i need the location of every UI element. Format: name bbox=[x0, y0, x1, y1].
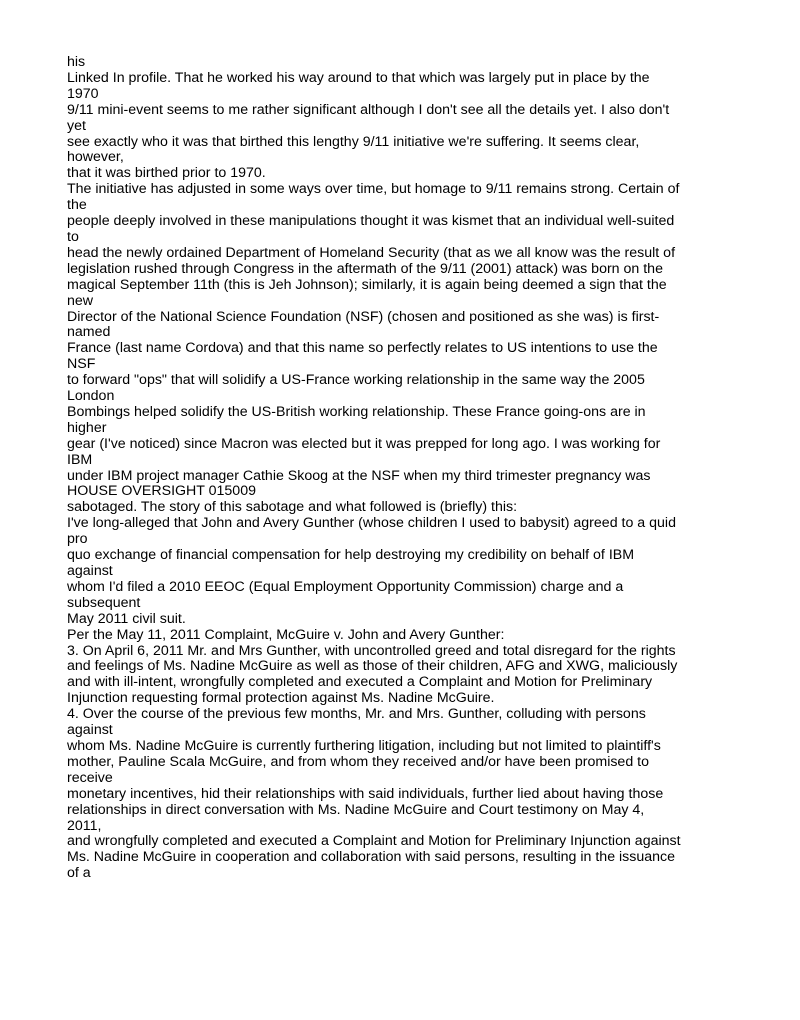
document-text-line: France (last name Cordova) and that this name so perfectly relates to US intentions to use the bbox=[67, 340, 658, 357]
document-text-line: subsequent bbox=[67, 594, 141, 611]
document-text-line: new bbox=[67, 292, 94, 309]
document-text-line: HOUSE OVERSIGHT 015009 bbox=[67, 483, 256, 500]
document-text-line: NSF bbox=[67, 356, 96, 373]
document-text-line: under IBM project manager Cathie Skoog at the NSF when my third trimester pregnancy was bbox=[67, 467, 651, 484]
document-text-line: IBM bbox=[67, 451, 93, 468]
document-text-line: The initiative has adjusted in some ways over time, but homage to 9/11 remains strong. Certain of bbox=[67, 181, 680, 198]
document-text-line: see exactly who it was that birthed this lengthy 9/11 initiative we're suffering. It seems clear, bbox=[67, 133, 640, 150]
document-text-line: and wrongfully completed and executed a Complaint and Motion for Preliminary Injunction against bbox=[67, 833, 681, 850]
document-text-line: against bbox=[67, 563, 113, 579]
document-text-line: and with ill-intent, wrongfully completed and executed a Complaint and Motion for Preliminary bbox=[67, 674, 653, 691]
document-text-line: 4. Over the course of the previous few months, Mr. and Mrs. Gunther, colluding with persons bbox=[67, 706, 646, 723]
document-text-line: I've long-alleged that John and Avery Gunther (whose children I used to babysit) agreed to a quid bbox=[67, 515, 676, 532]
document-text-line: against bbox=[67, 722, 113, 739]
document-text-line: gear (I've noticed) since Macron was elected but it was prepped for long ago. I was working for bbox=[67, 435, 661, 452]
document-text-line: whom I'd filed a 2010 EEOC (Equal Employment Opportunity Commission) charge and a bbox=[67, 578, 624, 595]
document-text-line: Per the May 11, 2011 Complaint, McGuire v. John and Avery Gunther: bbox=[67, 626, 505, 643]
document-text-line: Bombings helped solidify the US-British working relationship. These France going-ons are in bbox=[67, 403, 646, 420]
document-text-line: the bbox=[67, 197, 87, 214]
document-text-line: mother, Pauline Scala McGuire, and from whom they received and/or have been promised to bbox=[67, 753, 649, 770]
document-text-line: Ms. Nadine McGuire in cooperation and collaboration with said persons, resulting in the issuance bbox=[67, 849, 676, 866]
document-text-line: that it was birthed prior to 1970. bbox=[67, 165, 266, 182]
document-text-line: legislation rushed through Congress in the aftermath of the 9/11 (2001) attack) was born on the bbox=[67, 260, 663, 277]
document-text-line: 2011, bbox=[67, 817, 102, 834]
document-text-line: 3. On April 6, 2011 Mr. and Mrs Gunther, with uncontrolled greed and total disregard for the rights bbox=[67, 642, 676, 659]
document-text-line: London bbox=[67, 388, 115, 405]
document-text-line: May 2011 civil suit. bbox=[67, 610, 186, 627]
document-text-line: sabotaged. The story of this sabotage and what followed is (briefly) this: bbox=[67, 499, 518, 516]
document-text-line: however, bbox=[67, 149, 124, 166]
document-text-line: monetary incentives, hid their relationships with said individuals, further lied about having those bbox=[67, 785, 664, 802]
document-text-line: quo exchange of financial compensation for help destroying my credibility on behalf of IBM bbox=[67, 547, 635, 564]
document-text-line: named bbox=[67, 324, 111, 341]
document-text-line: higher bbox=[67, 419, 107, 436]
document-text-line: 9/11 mini-event seems to me rather significant although I don't see all the details yet. I also don't bbox=[67, 101, 670, 118]
document-text-line: to forward "ops" that will solidify a US-France working relationship in the same way the 2005 bbox=[67, 372, 645, 389]
document-text-line: and feelings of Ms. Nadine McGuire as well as those of their children, AFG and XWG, maliciously bbox=[67, 658, 678, 675]
document-text-line: Linked In profile. That he worked his way around to that which was largely put in place by the bbox=[67, 69, 650, 86]
document-text-line: 1970 bbox=[67, 85, 99, 102]
document-text-line: receive bbox=[67, 769, 113, 786]
document-text-line: Director of the National Science Foundation (NSF) (chosen and positioned as she was) is first- bbox=[67, 308, 660, 325]
document-text-line: to bbox=[67, 228, 79, 245]
document-text-line: his bbox=[67, 54, 86, 70]
document-text-line: Injunction requesting formal protection against Ms. Nadine McGuire. bbox=[67, 690, 495, 707]
document-text-line: relationships in direct conversation with Ms. Nadine McGuire and Court testimony on May 4, bbox=[67, 801, 645, 818]
document-text-line: people deeply involved in these manipulations thought it was kismet that an individual well-suited bbox=[67, 213, 675, 230]
document-text-line: yet bbox=[67, 117, 86, 134]
document-text-line: magical September 11th (this is Jeh Johnson); similarly, it is again being deemed a sign that the bbox=[67, 276, 667, 293]
document-text-line: whom Ms. Nadine McGuire is currently furthering litigation, including but not limited to plaintiff's bbox=[67, 737, 661, 754]
document-text-line: head the newly ordained Department of Homeland Security (that as we all know was the result of bbox=[67, 244, 676, 261]
document-page bbox=[67, 55, 747, 882]
document-text-line: of a bbox=[67, 865, 91, 882]
document-text-line: pro bbox=[67, 531, 88, 548]
